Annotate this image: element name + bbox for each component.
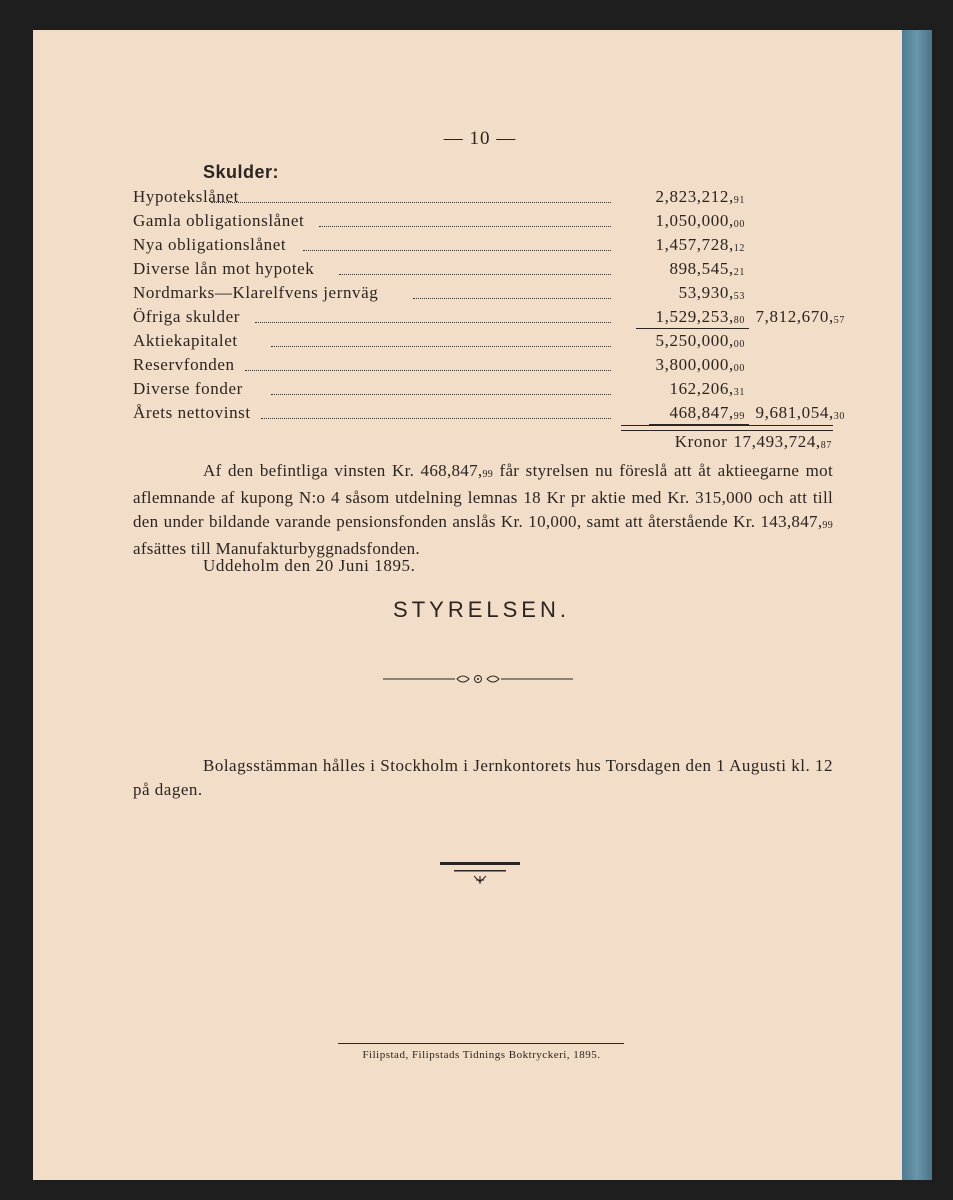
row-label: Reservfonden [133,355,235,374]
table-row [133,235,845,259]
row-label: Aktiekapitalet [133,331,238,350]
row-amount: $1,457,728,_{12}$ [655,235,745,254]
leader-dots [303,250,611,251]
leader-dots [245,370,611,371]
grand-total-amount: $17,493,724,_{87}$ [733,432,832,451]
table-row [133,211,845,235]
board-signature: STYRELSEN. [393,597,570,622]
row-label: Diverse lån mot hypotek [133,259,315,278]
row-label: Diverse fonder [133,379,243,398]
section-heading: Skulder: [203,162,280,182]
row-label: Årets nettovinst [133,403,251,422]
row-amount: $898,545,_{21}$ [669,259,745,278]
leader-dots [339,274,611,275]
row-amount: $5,250,000,_{00}$ [655,331,745,350]
place-date: Uddeholm den 20 Juni 1895. [203,556,416,575]
table-row [133,355,845,379]
leader-dots [261,418,611,419]
table-row [133,187,845,211]
page-number: — 10 — [443,128,517,149]
row-label: Öfriga skulder [133,307,241,326]
row-amount: $3,800,000,_{00}$ [655,355,745,374]
row-amount: $468,847,_{99}$ [669,403,745,422]
proposal-paragraph: Af den befintliga vinsten Kr. $468,847,_{99}$ får styrelsen nu föreslå att åt aktieegarne mot aflemnande af kupong N:o 4 såsom utdelning lemnas 18 Kr pr aktie med Kr. 315,000 och att till den under bildande varande pensionsfonden anslås Kr. 10,000, samt att återstående Kr. $143,847,_{99}$ afsättes till Manufakturbyggnadsfonden. [133,461,833,558]
row-label: Gamla obligationslånet [133,211,305,230]
table-row [133,331,845,355]
row-subtotal: $9,681,054,_{30}$ [755,403,845,422]
table-row [133,379,845,403]
row-amount: $1,050,000,_{00}$ [655,211,745,230]
leader-dots [211,202,611,203]
row-amount: $1,529,253,_{80}$ [655,307,745,326]
footer-rule [338,1043,624,1044]
table-row [133,403,845,427]
table-row [133,307,845,331]
meeting-notice: Bolagsstämman hålles i Stockholm i Jernkontorets hus Torsdagen den 1 Augusti kl. 12 på dagen. [133,756,833,799]
table-row [133,259,845,283]
row-label: Nordmarks—Klarelfvens jernväg [133,283,379,302]
closing-ornament-icon [440,858,520,888]
table-row [133,283,845,307]
leader-dots [319,226,611,227]
leader-dots [255,322,611,323]
grand-total-label: Kronor [674,432,728,451]
ornament-divider-icon [383,672,573,686]
row-amount: $162,206,_{31}$ [669,379,745,398]
leader-dots [271,346,611,347]
row-label: Nya obligationslånet [133,235,287,254]
leader-dots [271,394,611,395]
leader-dots [413,298,611,299]
double-rule [621,425,833,431]
liabilities-table [133,187,845,427]
row-subtotal: $7,812,670,_{57}$ [755,307,845,326]
row-amount: $2,823,212,_{91}$ [655,187,745,206]
printer-imprint: Filipstad, Filipstads Tidnings Boktryckeri, 1895. [362,1049,601,1061]
row-amount: $53,930,_{53}$ [678,283,745,302]
row-label: Hypotekslånet [133,187,239,206]
grand-total [660,432,832,452]
